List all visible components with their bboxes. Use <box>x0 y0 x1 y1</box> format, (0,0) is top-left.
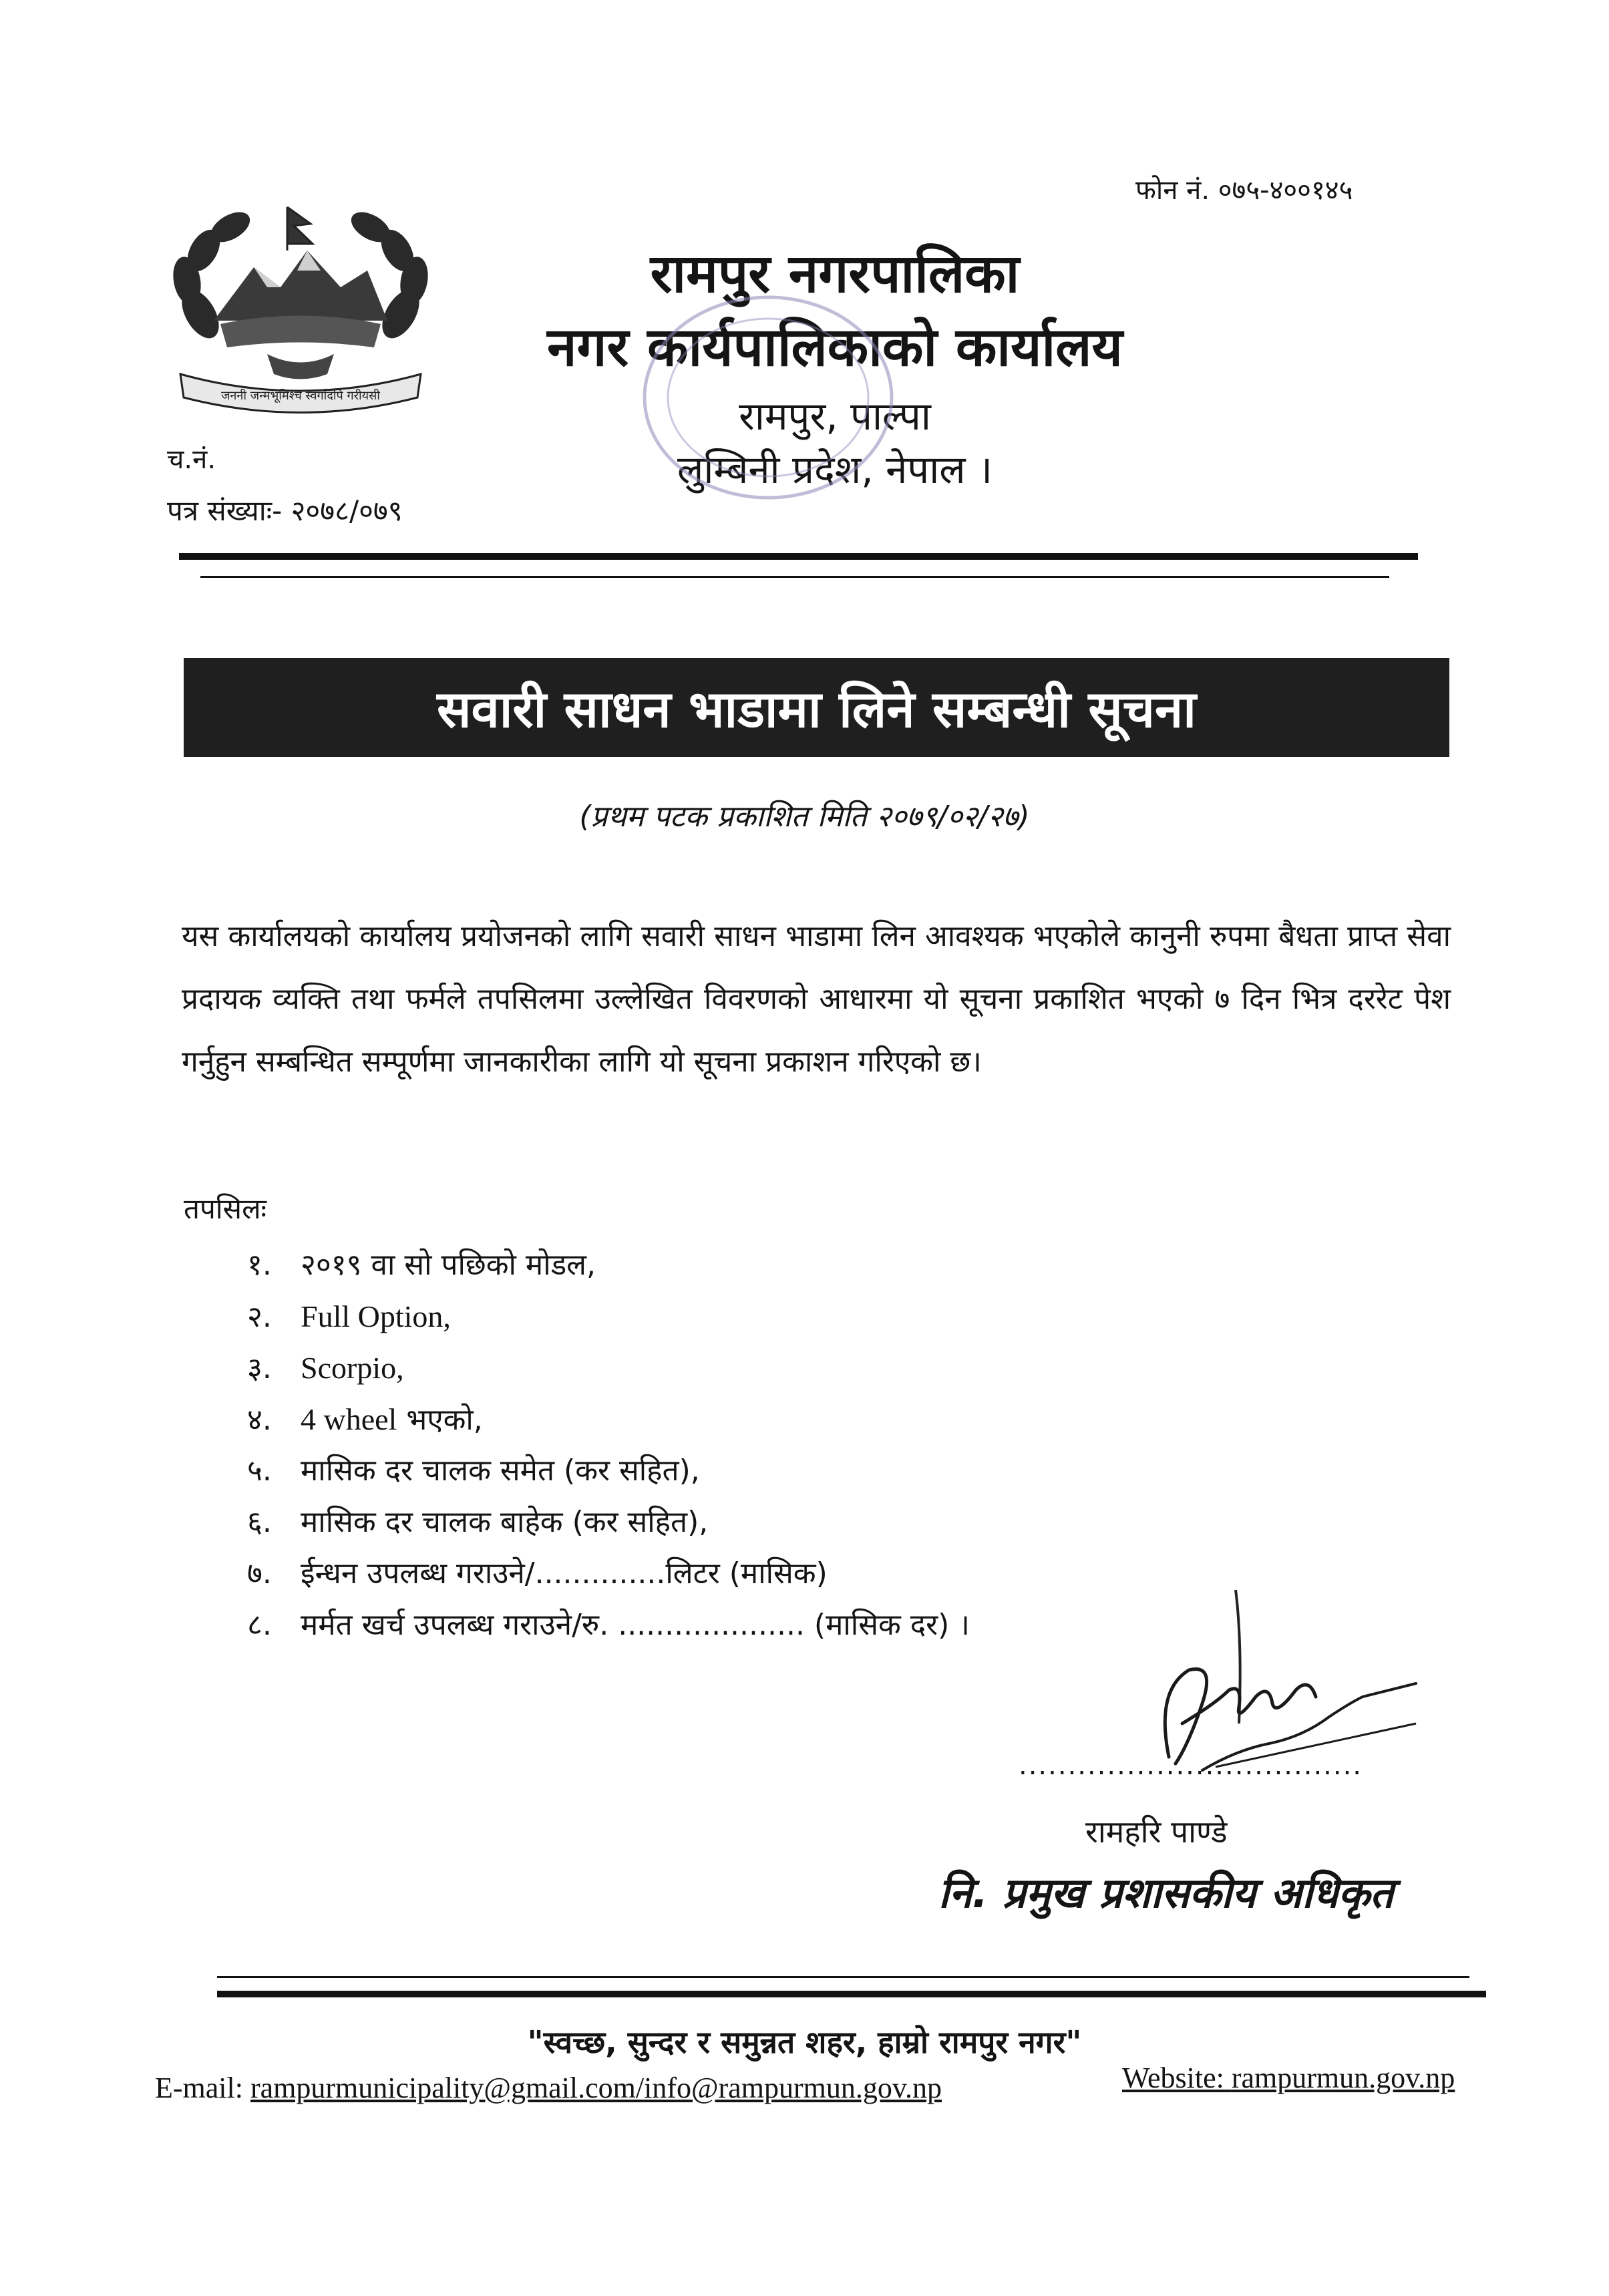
handwritten-signature-icon <box>1015 1590 1429 1817</box>
email-label: E-mail: <box>155 2072 250 2104</box>
list-item: ७. ईन्धन उपलब्ध गराउने/..............लिटर (मासिक) <box>247 1556 828 1591</box>
footer-rule-thin <box>217 1976 1469 1978</box>
header-rule-thin <box>200 576 1389 578</box>
publication-date: (प्रथम पटक प्रकाशित मिति २०७९/०२/२७) <box>579 800 1030 834</box>
office-location: रामपुर, पाल्पा <box>739 393 931 439</box>
signature-line: ................................... <box>1019 1750 1363 1781</box>
list-item: १. २०१९ वा सो पछिको मोडल, <box>247 1248 596 1282</box>
signer-name: रामहरि पाण्डे <box>1085 1814 1228 1850</box>
letter-reference-number: पत्र संख्याः- २०७८/०७९ <box>167 494 403 527</box>
footer-rule-thick <box>217 1991 1486 1997</box>
list-item: ५. मासिक दर चालक समेत (कर सहित), <box>247 1454 700 1488</box>
list-item: ८. मर्मत खर्च उपलब्ध गराउने/रु. .................... (मासिक दर) । <box>247 1608 970 1642</box>
office-province: लुम्बिनी प्रदेश, नेपाल । <box>677 447 993 492</box>
list-item: ३. Scorpio, <box>247 1351 404 1385</box>
footer-website <box>1122 2061 1455 2095</box>
list-item: २. Full Option, <box>247 1299 451 1334</box>
signer-title: नि. प्रमुख प्रशासकीय अधिकृत <box>938 1868 1394 1917</box>
header-rule-thick <box>179 553 1418 560</box>
notice-body: यस कार्यालयको कार्यालय प्रयोजनको लागि सवारी साधन भाडामा लिन आवश्यक भएकोले कानुनी रुपमा बैधता प्राप्त सेवा प्रदायक व्यक्ति तथा फर्मले तपसिलमा उल्लेखित विवरणको आधारमा यो सूचना प्रकाशित भएको ७ दिन भित्र दररेट पेश गर्नुहुन सम्बन्धित सम्पूर्णमा जानकारीका लागि यो सूचना प्रकाशन गरिएको छ। <box>182 919 1451 1079</box>
footer-slogan: "स्वच्छ, सुन्दर र समुन्नत शहर, हाम्रो रामपुर नगर" <box>527 2024 1082 2060</box>
email-link[interactable]: rampurmunicipality@gmail.com/info@rampurmun.gov.np <box>250 2072 942 2104</box>
emblem-motto: जननी जन्मभूमिश्च स्वर्गादपि गरीयसी <box>221 389 380 403</box>
office-stamp-icon <box>635 287 902 508</box>
website-link[interactable]: rampurmun.gov.np <box>1231 2062 1455 2094</box>
dispatch-number-label: च.नं. <box>167 444 216 475</box>
list-item: ६. मासिक दर चालक बाहेक (कर सहित), <box>247 1505 709 1539</box>
notice-title: सवारी साधन भाडामा लिने सम्बन्धी सूचना <box>437 679 1196 739</box>
municipality-name: रामपुर नगरपालिका <box>650 242 1020 305</box>
details-list <box>247 1239 1383 1651</box>
phone-number: फोन नं. ०७५-४००१४५ <box>1135 175 1353 206</box>
website-label: Website: <box>1122 2062 1232 2094</box>
details-heading: तपसिलः <box>184 1192 267 1225</box>
footer-email <box>155 2071 942 2105</box>
notice-title-banner <box>184 658 1449 757</box>
list-item: ४. 4 wheel भएको, <box>247 1402 483 1437</box>
nepal-emblem-icon <box>154 187 448 428</box>
office-name: नगर कार्यपालिकाको कार्यालय <box>547 316 1123 378</box>
